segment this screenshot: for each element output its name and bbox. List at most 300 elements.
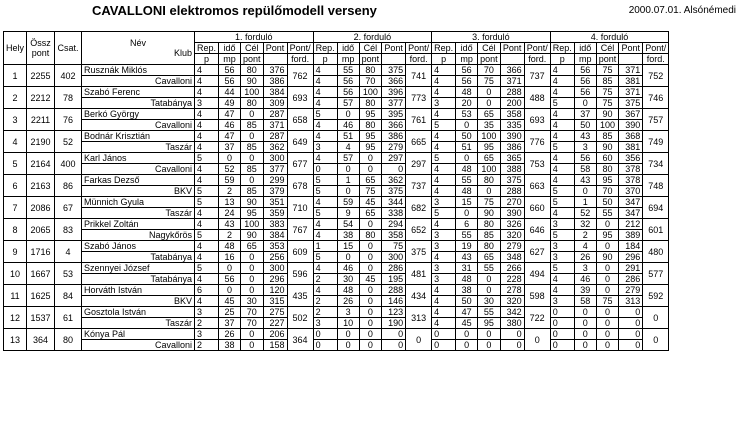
table-row — [4, 230, 669, 241]
channel-cell: 67 — [55, 197, 82, 219]
col-csat: Csat. — [55, 32, 82, 65]
table-row — [4, 175, 669, 186]
score-cell: 47 — [219, 131, 241, 142]
score-cell: 4 — [432, 109, 456, 120]
score-cell: 388 — [500, 164, 524, 175]
score-cell: 0 — [241, 252, 264, 263]
table-row — [4, 153, 669, 164]
score-cell: 56 — [219, 274, 241, 285]
score-cell: 0 — [596, 340, 619, 351]
score-cell: 0 — [478, 329, 501, 340]
total-points-cell: 2086 — [27, 197, 55, 219]
score-cell: 366 — [500, 65, 524, 76]
table-row — [4, 340, 669, 351]
score-cell: 0 — [337, 329, 359, 340]
score-cell: 4 — [195, 219, 219, 230]
total-points-cell: 2163 — [27, 175, 55, 197]
channel-cell: 4 — [55, 241, 82, 263]
score-cell: 146 — [382, 296, 406, 307]
round-total-cell: 577 — [643, 263, 669, 285]
subheader-2-3: Pont — [382, 43, 406, 54]
score-cell: 0 — [359, 241, 382, 252]
score-cell: 299 — [263, 175, 287, 186]
round-total-cell: 761 — [406, 109, 432, 131]
score-cell: 370 — [619, 186, 643, 197]
pilot-name: Gosztola István — [82, 307, 195, 318]
score-cell: 48 — [456, 186, 478, 197]
score-cell: 4 — [432, 186, 456, 197]
score-cell: 6 — [456, 219, 478, 230]
score-cell: 0 — [313, 329, 337, 340]
score-cell: 0 — [596, 329, 619, 340]
club-name: Cavalloni — [82, 340, 195, 351]
score-cell: 38 — [456, 285, 478, 296]
score-cell: 3 — [313, 142, 337, 153]
score-cell: 390 — [500, 208, 524, 219]
score-cell: 0 — [619, 329, 643, 340]
subheader2-4-3 — [619, 54, 643, 65]
round-total-cell: 592 — [643, 285, 669, 307]
pilot-name: Szennyei József — [82, 263, 195, 274]
subheader-3-1: idő — [456, 43, 478, 54]
channel-cell: 83 — [55, 219, 82, 241]
score-cell: 5 — [432, 153, 456, 164]
score-cell: 25 — [219, 307, 241, 318]
score-cell: 4 — [550, 120, 574, 131]
score-cell: 4 — [432, 285, 456, 296]
score-cell: 227 — [263, 318, 287, 329]
score-cell: 30 — [337, 274, 359, 285]
score-cell: 4 — [432, 219, 456, 230]
club-name: Tatabánya — [82, 252, 195, 263]
score-cell: 85 — [596, 76, 619, 87]
score-cell: 320 — [500, 230, 524, 241]
channel-cell: 78 — [55, 87, 82, 109]
round-total-cell: 776 — [524, 131, 550, 153]
score-cell: 48 — [456, 274, 478, 285]
score-cell: 380 — [500, 318, 524, 329]
score-cell: 43 — [574, 175, 596, 186]
total-points-cell: 2212 — [27, 87, 55, 109]
subheader2-1-1: mp — [219, 54, 241, 65]
score-cell: 287 — [263, 131, 287, 142]
score-cell: 0 — [574, 307, 596, 318]
round-total-cell: 646 — [524, 219, 550, 241]
round-total-cell: 748 — [643, 175, 669, 197]
score-cell: 3 — [195, 98, 219, 109]
rank-cell: 7 — [4, 197, 27, 219]
round-total-cell: 762 — [287, 65, 313, 87]
score-cell: 100 — [596, 120, 619, 131]
score-cell: 4 — [195, 76, 219, 87]
score-cell: 0 — [219, 285, 241, 296]
subheader2-1-3 — [263, 54, 287, 65]
rank-cell: 6 — [4, 175, 27, 197]
score-cell: 0 — [359, 263, 382, 274]
score-cell: 0 — [337, 252, 359, 263]
round-total-cell: 682 — [406, 197, 432, 219]
score-cell: 3 — [574, 263, 596, 274]
score-cell: 0 — [574, 186, 596, 197]
score-cell: 100 — [241, 219, 264, 230]
score-cell: 375 — [619, 98, 643, 109]
score-cell: 55 — [478, 307, 501, 318]
score-cell: 4 — [432, 76, 456, 87]
score-cell: 3 — [550, 252, 574, 263]
score-cell: 95 — [359, 131, 382, 142]
score-cell: 4 — [195, 131, 219, 142]
round-total-cell: 0 — [643, 329, 669, 351]
round-total-cell: 710 — [287, 197, 313, 219]
score-cell: 371 — [619, 65, 643, 76]
table-row — [4, 120, 669, 131]
score-cell: 4 — [195, 241, 219, 252]
score-cell: 395 — [382, 109, 406, 120]
score-cell: 65 — [478, 252, 501, 263]
table-row — [4, 307, 669, 318]
round-total-cell: 609 — [287, 241, 313, 263]
score-cell: 4 — [195, 274, 219, 285]
score-cell: 90 — [241, 76, 264, 87]
score-cell: 80 — [359, 230, 382, 241]
score-cell: 0 — [313, 164, 337, 175]
table-row — [4, 109, 669, 120]
round-total-cell: 488 — [524, 87, 550, 109]
score-cell: 375 — [382, 186, 406, 197]
score-cell: 0 — [619, 307, 643, 318]
table-row — [4, 285, 669, 296]
score-cell: 3 — [432, 274, 456, 285]
channel-cell: 52 — [55, 131, 82, 153]
score-cell: 0 — [596, 318, 619, 329]
channel-cell: 61 — [55, 307, 82, 329]
score-cell: 4 — [195, 109, 219, 120]
score-cell: 347 — [619, 208, 643, 219]
score-cell: 291 — [619, 263, 643, 274]
score-cell: 0 — [478, 98, 501, 109]
score-cell: 0 — [456, 208, 478, 219]
score-cell: 279 — [382, 142, 406, 153]
channel-cell: 402 — [55, 65, 82, 87]
score-cell: 296 — [263, 274, 287, 285]
subheader-3-0: Rep. — [432, 43, 456, 54]
rank-cell: 11 — [4, 285, 27, 307]
score-cell: 58 — [574, 164, 596, 175]
score-cell: 75 — [359, 186, 382, 197]
score-cell: 95 — [478, 318, 501, 329]
score-cell: 342 — [500, 307, 524, 318]
score-cell: 85 — [241, 164, 264, 175]
score-cell: 48 — [456, 164, 478, 175]
score-cell: 90 — [241, 197, 264, 208]
score-cell: 4 — [432, 175, 456, 186]
score-cell: 16 — [219, 252, 241, 263]
score-cell: 26 — [574, 252, 596, 263]
score-cell: 3 — [432, 230, 456, 241]
channel-cell: 53 — [55, 263, 82, 285]
score-cell: 0 — [313, 340, 337, 351]
score-cell: 0 — [219, 153, 241, 164]
score-cell: 0 — [500, 329, 524, 340]
round-total-cell: 660 — [524, 197, 550, 219]
score-cell: 0 — [456, 153, 478, 164]
score-cell: 5 — [195, 153, 219, 164]
total-points-cell: 2164 — [27, 153, 55, 175]
score-cell: 5 — [313, 252, 337, 263]
score-cell: 0 — [596, 307, 619, 318]
score-cell: 4 — [432, 318, 456, 329]
score-cell: 3 — [432, 263, 456, 274]
score-cell: 0 — [337, 186, 359, 197]
round-total-cell: 752 — [643, 65, 669, 87]
score-cell: 195 — [382, 274, 406, 285]
score-cell: 5 — [550, 197, 574, 208]
score-cell: 4 — [313, 285, 337, 296]
round-total-cell: 757 — [643, 109, 669, 131]
score-cell: 0 — [432, 329, 456, 340]
score-cell: 344 — [382, 197, 406, 208]
score-cell: 56 — [219, 76, 241, 87]
score-cell: 65 — [359, 208, 382, 219]
score-cell: 19 — [456, 241, 478, 252]
total-points-cell: 2255 — [27, 65, 55, 87]
score-cell: 275 — [263, 307, 287, 318]
score-cell: 4 — [550, 87, 574, 98]
score-cell: 0 — [359, 164, 382, 175]
score-cell: 2 — [219, 230, 241, 241]
score-cell: 300 — [263, 153, 287, 164]
score-cell: 158 — [263, 340, 287, 351]
score-cell: 2 — [313, 274, 337, 285]
score-cell: 0 — [478, 186, 501, 197]
score-cell: 5 — [550, 263, 574, 274]
club-name: Cavalloni — [82, 164, 195, 175]
table-row — [4, 98, 669, 109]
score-cell: 0 — [382, 340, 406, 351]
score-cell: 4 — [550, 274, 574, 285]
score-cell: 2 — [195, 340, 219, 351]
score-cell: 4 — [195, 120, 219, 131]
score-cell: 55 — [596, 208, 619, 219]
score-cell: 4 — [432, 142, 456, 153]
club-name: Tatabánya — [82, 98, 195, 109]
score-cell: 3 — [432, 197, 456, 208]
score-cell: 55 — [337, 65, 359, 76]
round-total-cell: 596 — [287, 263, 313, 285]
round-total-cell: 693 — [524, 109, 550, 131]
score-cell: 43 — [219, 219, 241, 230]
score-cell: 4 — [550, 65, 574, 76]
score-cell: 278 — [500, 285, 524, 296]
score-cell: 5 — [313, 186, 337, 197]
score-cell: 0 — [550, 318, 574, 329]
score-cell: 44 — [219, 87, 241, 98]
score-cell: 55 — [478, 263, 501, 274]
table-row — [4, 87, 669, 98]
subheader2-1-2: pont — [241, 54, 264, 65]
score-cell: 4 — [432, 65, 456, 76]
subheader2-1-0: p — [195, 54, 219, 65]
score-cell: 15 — [337, 241, 359, 252]
score-cell: 80 — [241, 98, 264, 109]
score-cell: 45 — [359, 197, 382, 208]
club-name: Taszár — [82, 208, 195, 219]
score-cell: 0 — [241, 131, 264, 142]
round-total-cell: 297 — [406, 153, 432, 175]
score-cell: 4 — [313, 76, 337, 87]
score-cell: 37 — [219, 142, 241, 153]
score-cell: 4 — [432, 307, 456, 318]
score-cell: 383 — [263, 219, 287, 230]
subheader2-3-3 — [500, 54, 524, 65]
score-cell: 353 — [263, 241, 287, 252]
score-cell: 45 — [456, 318, 478, 329]
score-cell: 200 — [500, 98, 524, 109]
score-cell: 367 — [619, 109, 643, 120]
score-cell: 326 — [500, 219, 524, 230]
round-total-cell: 481 — [406, 263, 432, 285]
score-cell: 390 — [500, 131, 524, 142]
score-cell: 26 — [219, 329, 241, 340]
score-cell: 56 — [574, 65, 596, 76]
score-cell: 5 — [550, 230, 574, 241]
score-cell: 46 — [219, 120, 241, 131]
club-name: Cavalloni — [82, 76, 195, 87]
score-cell: 48 — [337, 285, 359, 296]
subheader2-2-3 — [382, 54, 406, 65]
score-cell: 4 — [313, 98, 337, 109]
score-cell: 0 — [359, 252, 382, 263]
score-cell: 43 — [456, 252, 478, 263]
subheader-1-3: Pont — [263, 43, 287, 54]
rank-cell: 4 — [4, 131, 27, 153]
round-total-cell: 375 — [406, 241, 432, 263]
score-cell: 4 — [550, 109, 574, 120]
round-total-cell: 0 — [406, 329, 432, 351]
score-cell: 4 — [550, 285, 574, 296]
score-cell: 85 — [241, 142, 264, 153]
rank-cell: 9 — [4, 241, 27, 263]
score-cell: 50 — [456, 296, 478, 307]
score-cell: 38 — [219, 340, 241, 351]
subheader2-pontford-2: ford. — [406, 54, 432, 65]
table-row — [4, 142, 669, 153]
club-name: Tatabánya — [82, 274, 195, 285]
pilot-name: Prikkel Zoltán — [82, 219, 195, 230]
score-cell: 362 — [382, 175, 406, 186]
subheader2-3-2: pont — [478, 54, 501, 65]
pilot-name: Szabó Ferenc — [82, 87, 195, 98]
score-cell: 0 — [382, 164, 406, 175]
round-total-cell: 364 — [287, 329, 313, 351]
score-cell: 286 — [619, 274, 643, 285]
score-cell: 4 — [313, 120, 337, 131]
pilot-name: Karl János — [82, 153, 195, 164]
score-cell: 4 — [195, 65, 219, 76]
score-cell: 70 — [241, 307, 264, 318]
score-cell: 3 — [195, 307, 219, 318]
club-name: BKV — [82, 186, 195, 197]
score-cell: 365 — [500, 153, 524, 164]
score-cell: 75 — [596, 65, 619, 76]
total-points-cell: 2211 — [27, 109, 55, 131]
round-total-cell: 652 — [406, 219, 432, 241]
score-cell: 52 — [574, 208, 596, 219]
rank-cell: 2 — [4, 87, 27, 109]
score-cell: 56 — [574, 76, 596, 87]
score-cell: 65 — [478, 153, 501, 164]
score-cell: 65 — [478, 109, 501, 120]
score-cell: 390 — [619, 120, 643, 131]
pilot-name: Rusznák Miklós — [82, 65, 195, 76]
score-cell: 31 — [456, 263, 478, 274]
subheader-pontford-4: Pont/ — [643, 43, 669, 54]
table-row — [4, 241, 669, 252]
score-cell: 59 — [337, 197, 359, 208]
score-cell: 0 — [596, 274, 619, 285]
score-cell: 3 — [432, 98, 456, 109]
score-cell: 4 — [550, 153, 574, 164]
score-cell: 0 — [241, 153, 264, 164]
round-total-cell: 627 — [524, 241, 550, 263]
score-cell: 46 — [337, 263, 359, 274]
table-row — [4, 318, 669, 329]
score-cell: 75 — [596, 87, 619, 98]
score-cell: 95 — [596, 175, 619, 186]
score-cell: 0 — [241, 263, 264, 274]
round-total-cell: 0 — [524, 329, 550, 351]
header-row-rounds — [4, 32, 669, 43]
score-cell: 0 — [359, 219, 382, 230]
score-cell: 58 — [574, 296, 596, 307]
score-cell: 384 — [263, 230, 287, 241]
score-cell: 287 — [263, 109, 287, 120]
score-cell: 0 — [241, 109, 264, 120]
total-points-cell: 364 — [27, 329, 55, 351]
score-cell: 55 — [456, 175, 478, 186]
club-name: Nagykőrös — [82, 230, 195, 241]
score-cell: 75 — [478, 197, 501, 208]
total-points-cell: 1537 — [27, 307, 55, 329]
score-cell: 347 — [619, 197, 643, 208]
score-cell: 95 — [241, 208, 264, 219]
score-cell: 3 — [313, 318, 337, 329]
subheader-3-2: Cél — [478, 43, 501, 54]
channel-cell: 76 — [55, 109, 82, 131]
total-points-cell: 2065 — [27, 219, 55, 241]
score-cell: 45 — [219, 296, 241, 307]
score-cell: 70 — [596, 186, 619, 197]
score-cell: 368 — [619, 131, 643, 142]
score-cell: 371 — [263, 120, 287, 131]
score-cell: 381 — [619, 76, 643, 87]
total-points-cell: 1716 — [27, 241, 55, 263]
club-name: Taszár — [82, 142, 195, 153]
score-cell: 296 — [619, 252, 643, 263]
rank-cell: 1 — [4, 65, 27, 87]
round-total-cell: 313 — [406, 307, 432, 329]
subheader2-2-1: mp — [337, 54, 359, 65]
pilot-name: Szabó János — [82, 241, 195, 252]
score-cell: 80 — [478, 241, 501, 252]
score-cell: 39 — [574, 285, 596, 296]
score-cell: 378 — [619, 175, 643, 186]
score-cell: 13 — [219, 197, 241, 208]
subheader2-pontford-4: ford. — [643, 54, 669, 65]
score-cell: 0 — [337, 340, 359, 351]
round-total-cell: 494 — [524, 263, 550, 285]
round-total-cell: 434 — [406, 285, 432, 307]
